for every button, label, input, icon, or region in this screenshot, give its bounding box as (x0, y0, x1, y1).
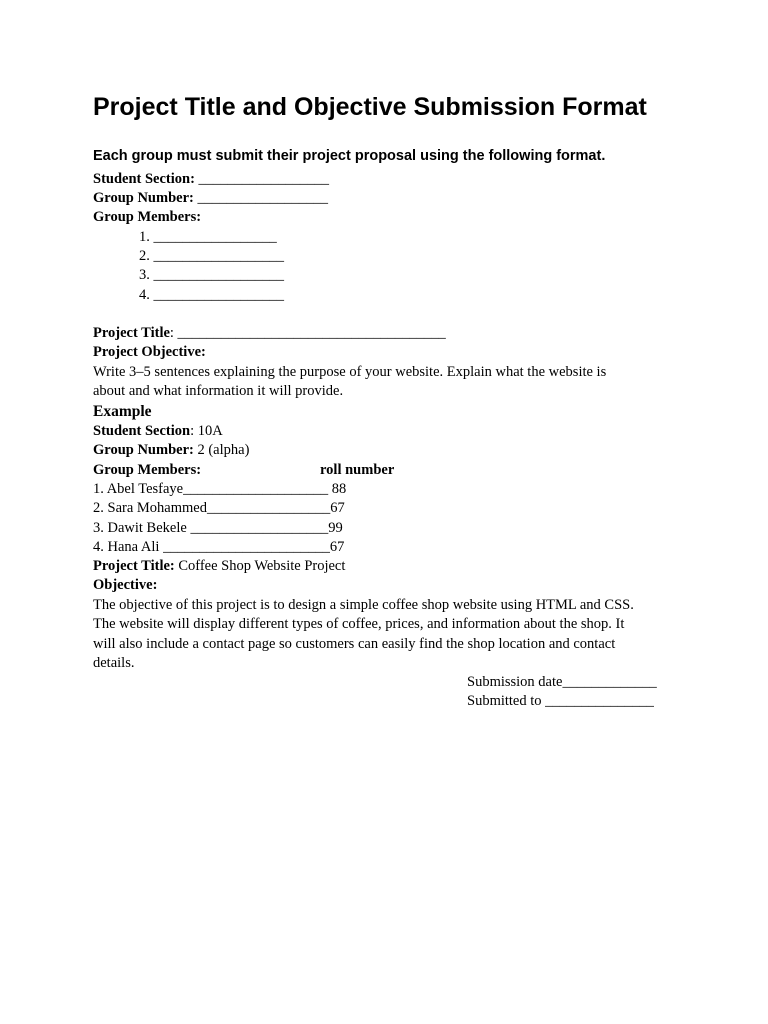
student-section-blank: __________________ (194, 171, 330, 187)
student-section-field (93, 170, 329, 189)
instructions-text: Each group must submit their project proposal using the following format. (93, 148, 606, 164)
member-blank-2: 2. __________________ (139, 248, 284, 264)
student-section-label: Student Section: (93, 171, 195, 187)
example-project-title-value: Coffee Shop Website Project (174, 558, 346, 574)
example-group-number (93, 441, 249, 460)
member-blank-1: 1. _________________ (139, 229, 277, 245)
example-member-1: 1. Abel Tesfaye____________________ 88 (93, 481, 347, 497)
example-objective-text: The objective of this project is to design a simple coffee shop website using HTML and CSS. The website will display different types of coffee, prices, and information about the shop. It will also include a contact page so customers can easily find the shop location and contact details. (93, 597, 634, 672)
group-number-blank: __________________ (193, 190, 328, 206)
project-title-label: Project Title (93, 325, 170, 341)
example-group-members-header (93, 461, 693, 480)
example-student-section (93, 422, 223, 441)
project-objective-field (93, 343, 206, 362)
example-member-2: 2. Sara Mohammed_________________67 (93, 500, 345, 516)
objective-instructions: Write 3–5 sentences explaining the purpose of your website. Explain what the website is about and what information it will provide. (93, 364, 607, 400)
example-group-number-value: 2 (alpha) (193, 442, 250, 458)
example-member-4: 4. Hana Ali _______________________67 (93, 539, 345, 555)
example-student-section-label: Student Section (93, 423, 191, 439)
example-project-title-label: Project Title: (93, 558, 175, 574)
member-blank-3: 3. __________________ (139, 267, 284, 283)
submitted-to-field: Submitted to _______________ (467, 693, 654, 709)
submission-date-field: Submission date_____________ (467, 674, 657, 690)
example-objective-field (93, 576, 157, 595)
project-title-field (93, 324, 446, 343)
roll-number-header: roll number (320, 462, 395, 478)
group-number-label: Group Number: (93, 190, 194, 206)
example-group-members-label: Group Members: (93, 462, 202, 478)
group-members-field (93, 208, 201, 227)
member-blank-4: 4. __________________ (139, 287, 284, 303)
example-heading: Example (93, 403, 152, 420)
project-title-blank: : _____________________________________ (169, 325, 446, 341)
example-member-3: 3. Dawit Bekele ___________________99 (93, 520, 343, 536)
example-group-number-label: Group Number: (93, 442, 194, 458)
group-number-field (93, 189, 328, 208)
example-project-title (93, 557, 345, 576)
page-title: Project Title and Objective Submission Format (93, 93, 647, 121)
project-objective-label: Project Objective: (93, 344, 206, 360)
example-objective-label: Objective: (93, 577, 158, 593)
example-student-section-value: : 10A (190, 423, 223, 439)
group-members-label: Group Members: (93, 209, 202, 225)
